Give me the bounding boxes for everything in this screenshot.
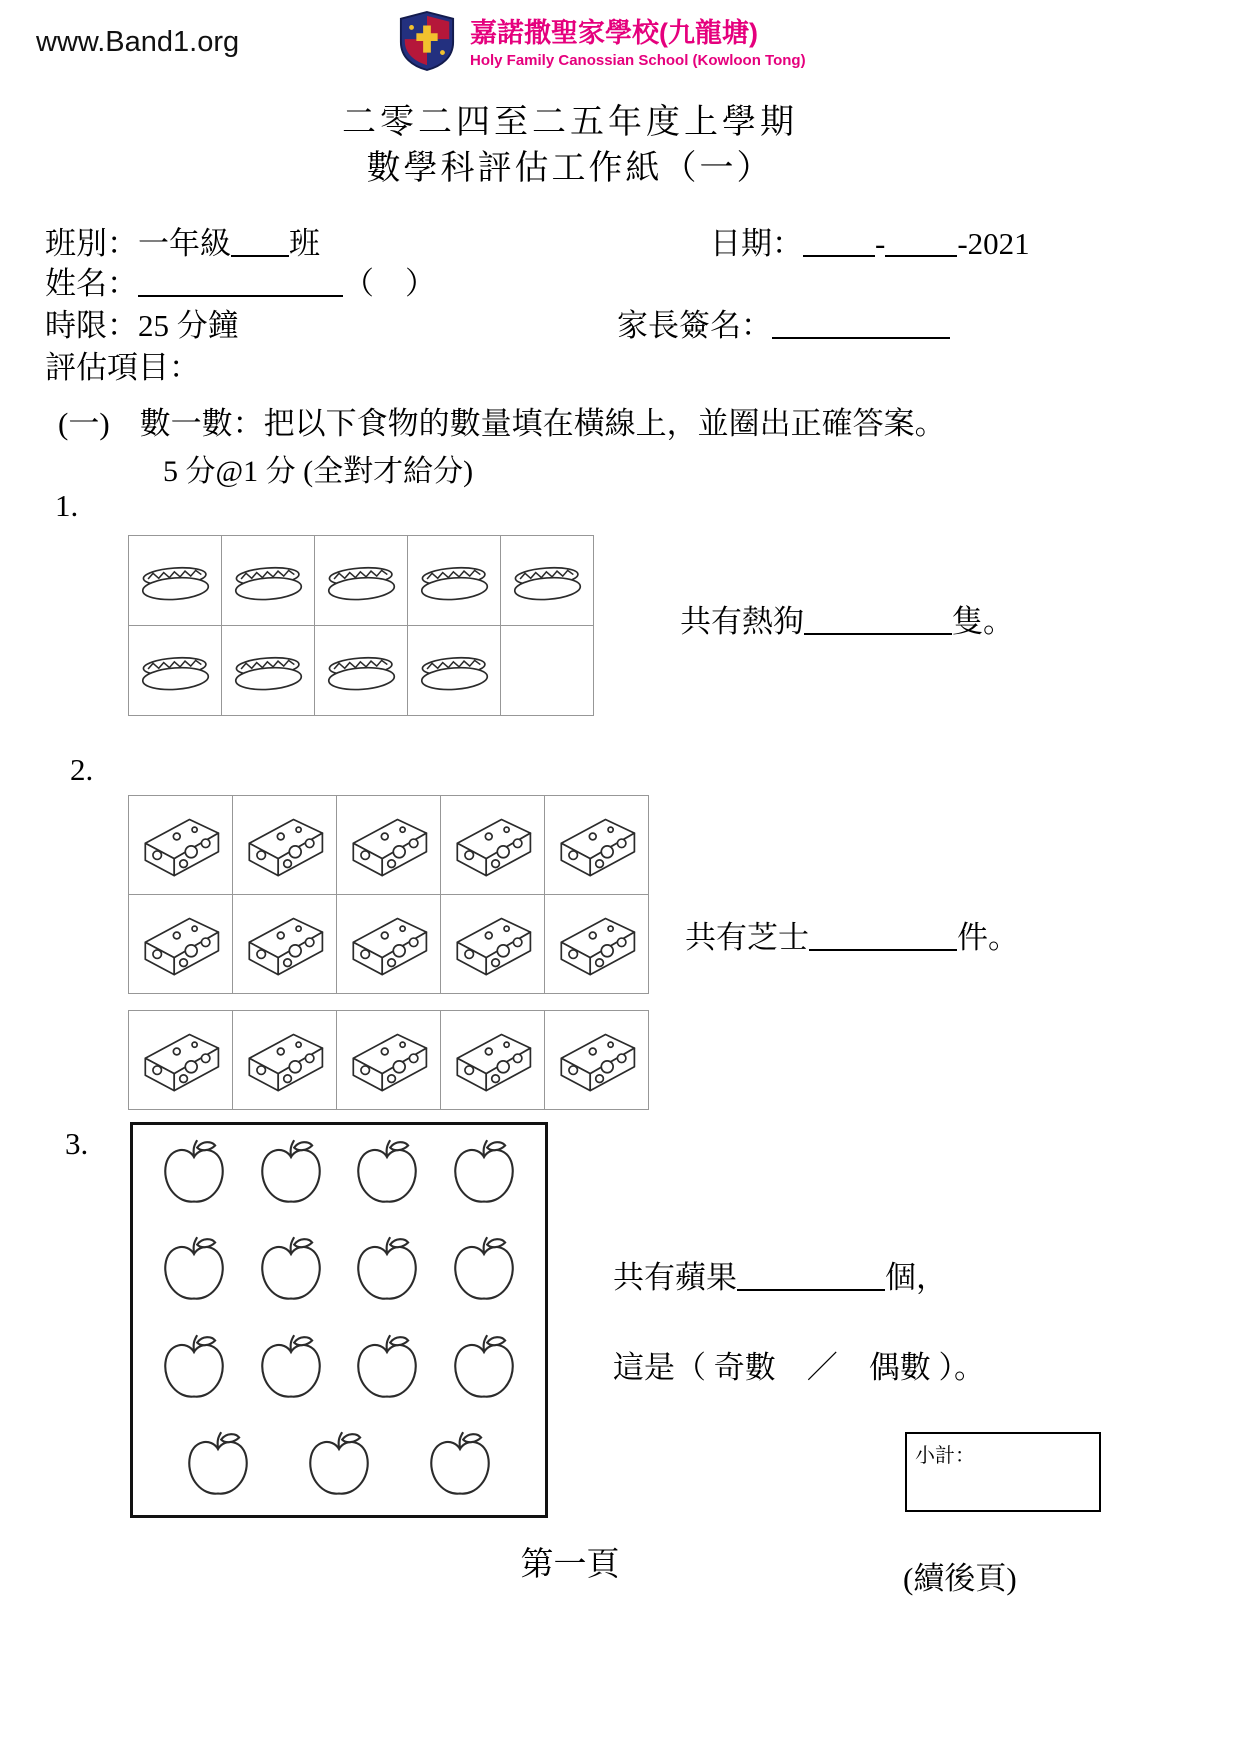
empty-grid-cell bbox=[500, 625, 594, 716]
grid-row bbox=[157, 1429, 521, 1503]
grid-cell bbox=[544, 1010, 649, 1110]
school-header bbox=[398, 10, 806, 77]
grid-cell bbox=[440, 894, 545, 994]
grid-cell bbox=[254, 1234, 328, 1308]
apple-icon bbox=[350, 1332, 424, 1406]
grid-cell bbox=[544, 894, 649, 994]
grid-cell bbox=[157, 1332, 231, 1406]
grid-cell bbox=[128, 625, 222, 716]
grid-row bbox=[157, 1137, 521, 1211]
name-paren: （ ） bbox=[343, 266, 436, 301]
school-names bbox=[470, 17, 806, 70]
hotdog-icon bbox=[319, 644, 403, 698]
question-3-number: 3. bbox=[65, 1126, 89, 1161]
apple-icon bbox=[447, 1234, 521, 1308]
cheese-icon bbox=[242, 910, 328, 978]
grid-cell bbox=[447, 1137, 521, 1211]
grid-row bbox=[128, 795, 649, 895]
cheese-icon bbox=[450, 1026, 536, 1094]
apple-icon bbox=[350, 1137, 424, 1211]
grid-cell bbox=[336, 795, 441, 895]
parent-signature-blank bbox=[772, 308, 950, 339]
cheese-icon bbox=[554, 910, 640, 978]
grid-cell bbox=[407, 535, 501, 626]
grid-cell bbox=[440, 1010, 545, 1110]
name-label: 姓名： bbox=[45, 266, 138, 301]
q2-answer-suffix: 件。 bbox=[957, 920, 1019, 955]
grid-cell bbox=[314, 625, 408, 716]
section-score-note: 5 分@1 分 (全對才給分) bbox=[163, 455, 474, 488]
grid-cell bbox=[336, 894, 441, 994]
page-number: 第一頁 bbox=[520, 1547, 620, 1583]
name-blank bbox=[138, 266, 343, 297]
grid-cell bbox=[350, 1137, 424, 1211]
grid-cell bbox=[128, 1010, 233, 1110]
apple-icon bbox=[157, 1332, 231, 1406]
school-name-chinese: 嘉諾撒聖家學校(九龍塘) bbox=[470, 17, 758, 48]
continued-note: (續後頁) bbox=[903, 1561, 1017, 1596]
subtotal-label: 小計： bbox=[915, 1445, 975, 1467]
name-field bbox=[45, 258, 436, 303]
date-day-blank bbox=[803, 226, 875, 257]
time-limit: 時限：25 分鐘 bbox=[45, 308, 239, 343]
grid-cell bbox=[423, 1429, 497, 1503]
grid-row bbox=[128, 625, 594, 716]
apple-icon bbox=[181, 1429, 255, 1503]
q3-answer-blank bbox=[737, 1260, 885, 1291]
cheese-grid bbox=[128, 795, 649, 1110]
school-crest-logo bbox=[398, 10, 456, 77]
class-label: 班別：一年級 bbox=[45, 226, 231, 261]
parent-signature-label: 家長簽名： bbox=[617, 308, 772, 343]
apple-icon bbox=[350, 1234, 424, 1308]
q3-answer-prefix: 共有蘋果 bbox=[613, 1260, 737, 1295]
q1-answer-suffix: 隻。 bbox=[952, 604, 1014, 639]
q1-answer-prefix: 共有熱狗 bbox=[680, 604, 804, 639]
cheese-icon bbox=[138, 811, 224, 879]
section-number: (一) bbox=[58, 406, 110, 441]
hotdog-icon bbox=[412, 554, 496, 608]
q3-answer-suffix: 個， bbox=[885, 1260, 947, 1295]
grid-cell bbox=[407, 625, 501, 716]
section-instruction bbox=[58, 398, 946, 443]
q3-odd-even-line: 這是（ 奇數 ／ 偶數 ）。 bbox=[613, 1350, 985, 1385]
grid-cell bbox=[128, 894, 233, 994]
q2-answer-prefix: 共有芝士 bbox=[685, 920, 809, 955]
apple-box bbox=[130, 1122, 548, 1518]
hotdog-icon bbox=[412, 644, 496, 698]
apple-grid bbox=[133, 1125, 545, 1515]
apple-icon bbox=[423, 1429, 497, 1503]
grid-cell bbox=[336, 1010, 441, 1110]
cheese-icon bbox=[346, 1026, 432, 1094]
apple-icon bbox=[254, 1137, 328, 1211]
date-year: -2021 bbox=[957, 226, 1030, 261]
cheese-icon bbox=[346, 811, 432, 879]
date-month-blank bbox=[885, 226, 957, 257]
grid-cell bbox=[128, 795, 233, 895]
grid-cell bbox=[302, 1429, 376, 1503]
q1-answer-line bbox=[680, 596, 1014, 641]
question-1-number: 1. bbox=[55, 488, 79, 523]
grid-cell bbox=[254, 1332, 328, 1406]
grid-row bbox=[128, 1010, 649, 1110]
grid-cell bbox=[447, 1332, 521, 1406]
assessment-items-label: 評估項目： bbox=[45, 350, 200, 385]
cheese-icon bbox=[138, 1026, 224, 1094]
grid-cell bbox=[544, 795, 649, 895]
apple-icon bbox=[254, 1332, 328, 1406]
cheese-icon bbox=[554, 811, 640, 879]
grid-cell bbox=[350, 1332, 424, 1406]
grid-cell bbox=[254, 1137, 328, 1211]
grid-cell bbox=[181, 1429, 255, 1503]
cheese-icon bbox=[554, 1026, 640, 1094]
parent-signature-field bbox=[617, 300, 950, 345]
cheese-icon bbox=[346, 910, 432, 978]
apple-icon bbox=[157, 1137, 231, 1211]
school-name-english: Holy Family Canossian School (Kowloon Tong) bbox=[470, 51, 806, 69]
q2-answer-blank bbox=[809, 920, 957, 951]
question-2-number: 2. bbox=[70, 752, 94, 787]
cheese-icon bbox=[450, 910, 536, 978]
q2-answer-line bbox=[685, 912, 1019, 957]
subtotal-box bbox=[905, 1432, 1101, 1512]
hotdog-icon bbox=[226, 644, 310, 698]
worksheet-title-subject: 數學科評估工作紙（一） bbox=[366, 150, 774, 187]
grid-cell bbox=[128, 535, 222, 626]
grid-cell bbox=[157, 1234, 231, 1308]
site-link[interactable]: www.Band1.org bbox=[36, 26, 240, 58]
grid-cell bbox=[350, 1234, 424, 1308]
class-field bbox=[45, 218, 320, 263]
hotdog-icon bbox=[505, 554, 589, 608]
apple-icon bbox=[302, 1429, 376, 1503]
grid-cell bbox=[232, 795, 337, 895]
date-dash: - bbox=[875, 226, 886, 261]
grid-cell bbox=[440, 795, 545, 895]
date-label: 日期： bbox=[710, 226, 803, 261]
class-blank bbox=[231, 226, 289, 257]
class-suffix: 班 bbox=[289, 226, 320, 261]
worksheet-title-term: 二零二四至二五年度上學期 bbox=[342, 104, 798, 141]
hotdog-icon bbox=[133, 554, 217, 608]
cheese-icon bbox=[242, 811, 328, 879]
grid-row bbox=[157, 1234, 521, 1308]
cheese-icon bbox=[450, 811, 536, 879]
grid-row bbox=[128, 535, 594, 626]
grid-cell bbox=[232, 894, 337, 994]
grid-cell bbox=[221, 625, 315, 716]
grid-cell bbox=[157, 1137, 231, 1211]
hotdog-icon bbox=[319, 554, 403, 608]
grid-row bbox=[128, 894, 649, 994]
date-field bbox=[710, 218, 1030, 263]
cheese-icon bbox=[242, 1026, 328, 1094]
q3-answer-line bbox=[613, 1252, 947, 1297]
hotdog-grid bbox=[128, 535, 594, 716]
grid-cell bbox=[500, 535, 594, 626]
hotdog-icon bbox=[133, 644, 217, 698]
q1-answer-blank bbox=[804, 604, 952, 635]
section-instruction-text: 數一數：把以下食物的數量填在橫線上，並圈出正確答案。 bbox=[139, 406, 946, 441]
grid-row bbox=[157, 1332, 521, 1406]
apple-icon bbox=[254, 1234, 328, 1308]
apple-icon bbox=[447, 1332, 521, 1406]
grid-cell bbox=[447, 1234, 521, 1308]
cheese-icon bbox=[138, 910, 224, 978]
hotdog-icon bbox=[226, 554, 310, 608]
apple-icon bbox=[157, 1234, 231, 1308]
grid-cell bbox=[314, 535, 408, 626]
grid-cell bbox=[232, 1010, 337, 1110]
grid-cell bbox=[221, 535, 315, 626]
apple-icon bbox=[447, 1137, 521, 1211]
